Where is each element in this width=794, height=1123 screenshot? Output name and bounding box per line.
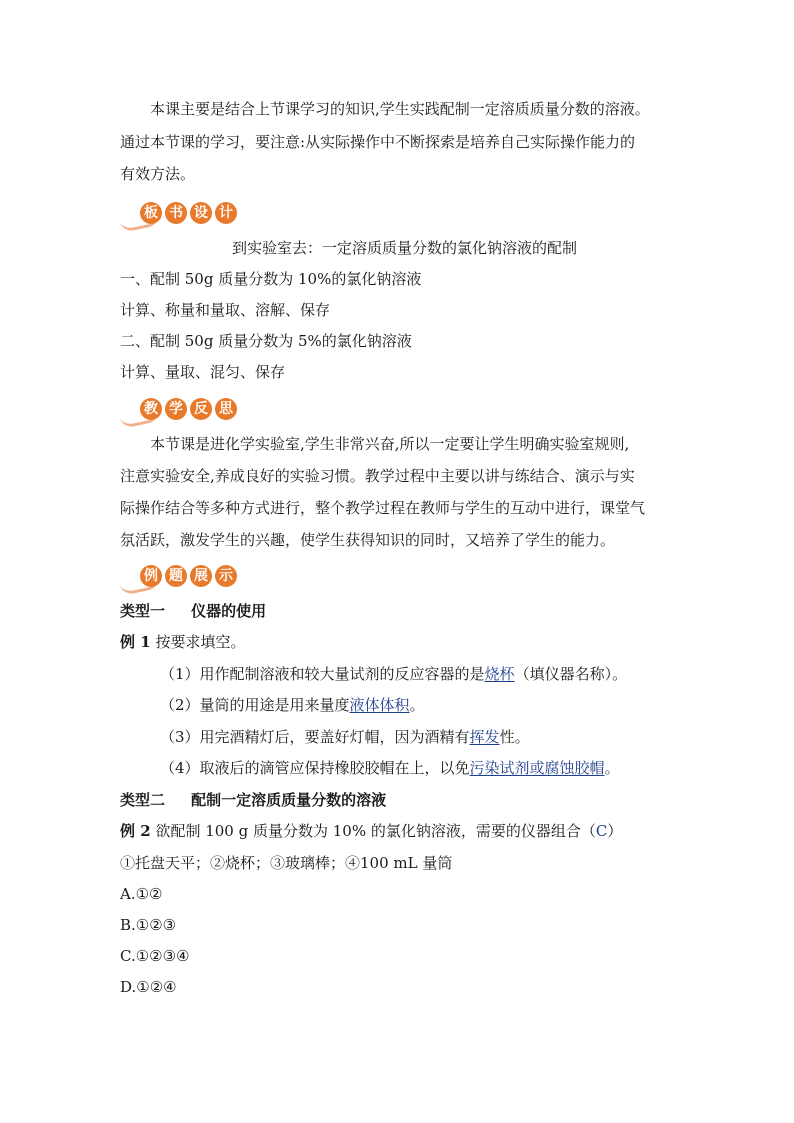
option-b: B.①②③: [120, 916, 177, 934]
instrument-list: ①托盘天平；②烧杯；③玻璃棒；④100 mL 量筒: [120, 854, 453, 872]
board-title: 到实验室去：一定溶质质量分数的氯化钠溶液的配制: [232, 239, 578, 257]
example2-text: 欲配制 100 g 质量分数为 10% 的氯化钠溶液，需要的仪器组合（: [155, 822, 596, 840]
question-text: （4）取液后的滴管应保持橡胶胶帽在上，以免: [160, 759, 470, 777]
type1-heading: 类型一 仪器的使用: [120, 602, 267, 620]
banner-char: 设: [190, 202, 212, 224]
reflection-banner: [120, 396, 250, 426]
option-a: A.①②: [120, 885, 163, 903]
example2-answer: C: [595, 822, 608, 840]
answer-blank: 污染试剂或腐蚀胶帽: [469, 759, 605, 777]
banner-char: 例: [140, 565, 162, 587]
banner-char: 反: [190, 398, 212, 420]
intro-line-3: 有效方法。: [120, 165, 196, 183]
example1-label: 例 1: [120, 633, 151, 651]
example2-line: [120, 821, 622, 841]
answer-blank: 液体体积: [349, 696, 410, 714]
examples-banner: [120, 563, 250, 593]
board-item: 一、配制 50g 质量分数为 10%的氯化钠溶液: [120, 270, 422, 288]
question-text: （填仪器名称）。: [514, 665, 628, 683]
type2-heading: 类型二 配制一定溶质质量分数的溶液: [120, 791, 387, 809]
question-3: [160, 727, 530, 747]
question-1: [160, 664, 627, 684]
example1-text: 按要求填空。: [155, 633, 246, 651]
question-text: （3）用完酒精灯后，要盖好灯帽，因为酒精有: [160, 728, 470, 746]
question-text: 性。: [499, 728, 530, 746]
answer-blank: 挥发: [469, 728, 500, 746]
option-c: C.①②③④: [120, 947, 190, 965]
board-item: 计算、量取、混匀、保存: [120, 363, 286, 381]
option-d: D.①②④: [120, 978, 177, 996]
answer-blank: 烧杯: [484, 665, 515, 683]
question-4: [160, 758, 620, 778]
question-text: （1）用作配制溶液和较大量试剂的反应容器的是: [160, 665, 485, 683]
banner-char: 计: [215, 202, 237, 224]
intro-line-2: 通过本节课的学习，要注意:从实际操作中不断探索是培养自己实际操作能力的: [120, 133, 636, 151]
banner-char: 教: [140, 398, 162, 420]
reflection-line: 际操作结合等多种方式进行，整个教学过程在教师与学生的互动中进行，课堂气: [120, 499, 646, 517]
board-design-banner: [120, 200, 250, 230]
banner-char: 展: [190, 565, 212, 587]
question-text: 。: [604, 759, 620, 777]
question-2: [160, 695, 425, 715]
intro-line-1: 本课主要是结合上节课学习的知识,学生实践配制一定溶质质量分数的溶液。: [150, 100, 650, 118]
banner-char: 示: [215, 565, 237, 587]
banner-char: 学: [165, 398, 187, 420]
example2-close: ）: [607, 822, 623, 840]
banner-char: 书: [165, 202, 187, 224]
question-text: （2）量筒的用途是用来量度: [160, 696, 350, 714]
example2-label: 例 2: [120, 822, 151, 840]
board-item: 二、配制 50g 质量分数为 5%的氯化钠溶液: [120, 332, 412, 350]
banner-char: 思: [215, 398, 237, 420]
example1-line: [120, 632, 245, 652]
reflection-line: 注意实验安全,养成良好的实验习惯。教学过程中主要以讲与练结合、演示与实: [120, 467, 635, 485]
banner-char: 板: [140, 202, 162, 224]
banner-char: 题: [165, 565, 187, 587]
reflection-line: 氛活跃，激发学生的兴趣，使学生获得知识的同时，又培养了学生的能力。: [120, 531, 616, 549]
question-text: 。: [409, 696, 425, 714]
reflection-line: 本节课是进化学实验室,学生非常兴奋,所以一定要让学生明确实验室规则,: [150, 435, 630, 453]
board-item: 计算、称量和量取、溶解、保存: [120, 301, 331, 319]
